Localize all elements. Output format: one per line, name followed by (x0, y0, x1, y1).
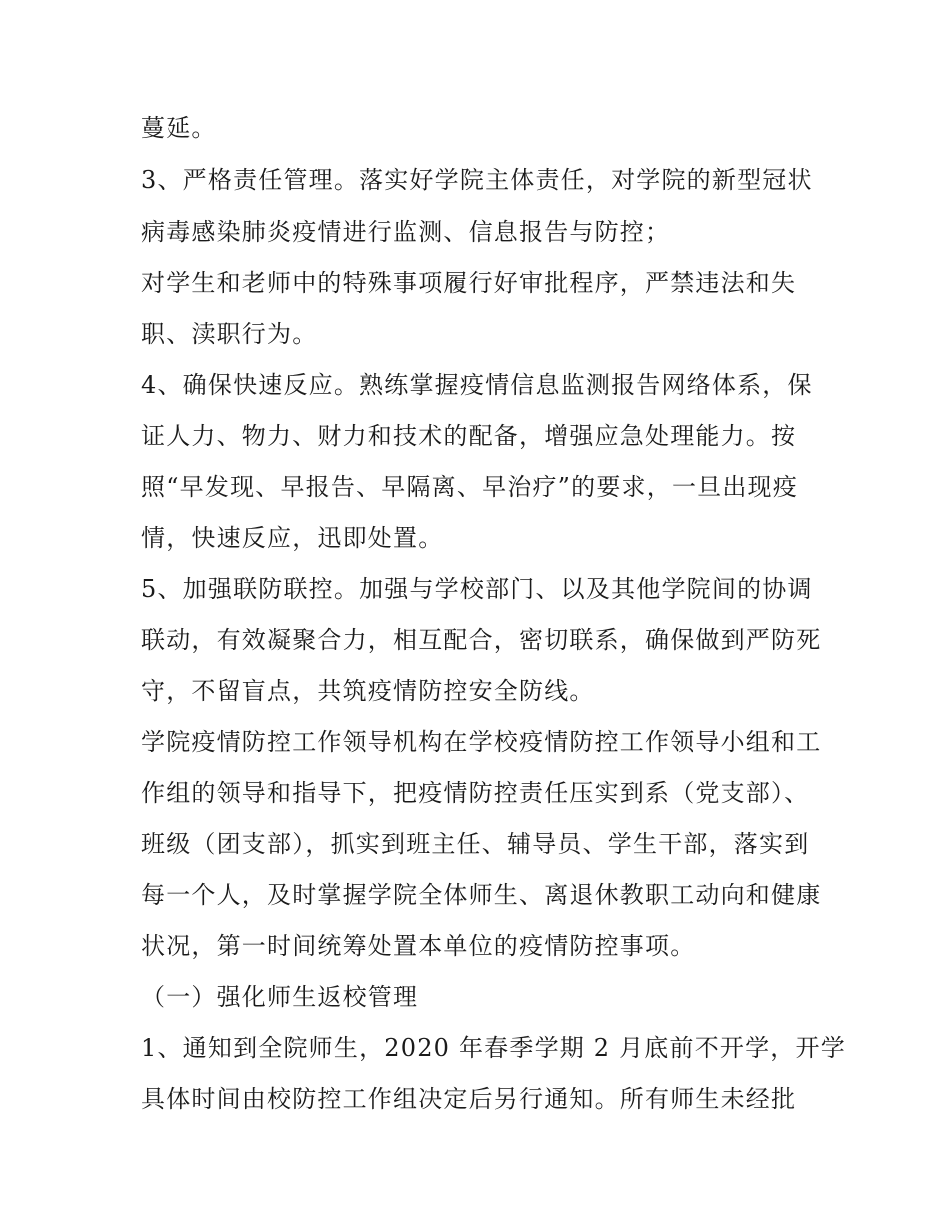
text-line: 3、严格责任管理。落实好学院主体责任，对学院的新型冠状 (141, 166, 813, 194)
text-line: 1、通知到全院师生，2020 年春季学期 2 月底前不开学，开学 (141, 1034, 846, 1062)
text-line: 联动，有效凝聚合力，相互配合，密切联系，确保做到严防死 (141, 626, 822, 654)
text-line: 对学生和老师中的特殊事项履行好审批程序，严禁违法和失 (141, 269, 797, 297)
text-line: 职、渎职行为。 (141, 320, 318, 348)
text-line: 学院疫情防控工作领导机构在学校疫情防控工作领导小组和工 (141, 728, 822, 756)
text-line: 守，不留盲点，共筑疫情防控安全防线。 (141, 677, 595, 705)
text-line: 作组的领导和指导下，把疫情防控责任压实到系（党支部）、 (141, 779, 810, 807)
text-line: 5、加强联防联控。加强与学校部门、以及其他学院间的协调 (141, 575, 813, 603)
text-line: 病毒感染肺炎疫情进行监测、信息报告与防控； (141, 218, 671, 246)
text-line: 班级（团支部），抓实到班主任、辅导员、学生干部，落实到 (141, 830, 810, 858)
text-line: 情，快速反应，迅即处置。 (141, 524, 444, 552)
section-heading: （一）强化师生返校管理 (141, 983, 419, 1011)
text-line: 4、确保快速反应。熟练掌握疫情信息监测报告网络体系，保 (141, 371, 813, 399)
text-line: 每一个人，及时掌握学院全体师生、离退休教职工动向和健康 (141, 881, 822, 909)
text-line: 证人力、物力、财力和技术的配备，增强应急处理能力。按 (141, 422, 797, 450)
text-line: 状况，第一时间统筹处置本单位的疫情防控事项。 (141, 932, 696, 960)
text-line: 具体时间由校防控工作组决定后另行通知。所有师生未经批 (141, 1085, 797, 1113)
text-line: 照“早发现、早报告、早隔离、早治疗”的要求，一旦出现疫 (141, 473, 798, 501)
text-line: 蔓延。 (141, 114, 217, 142)
